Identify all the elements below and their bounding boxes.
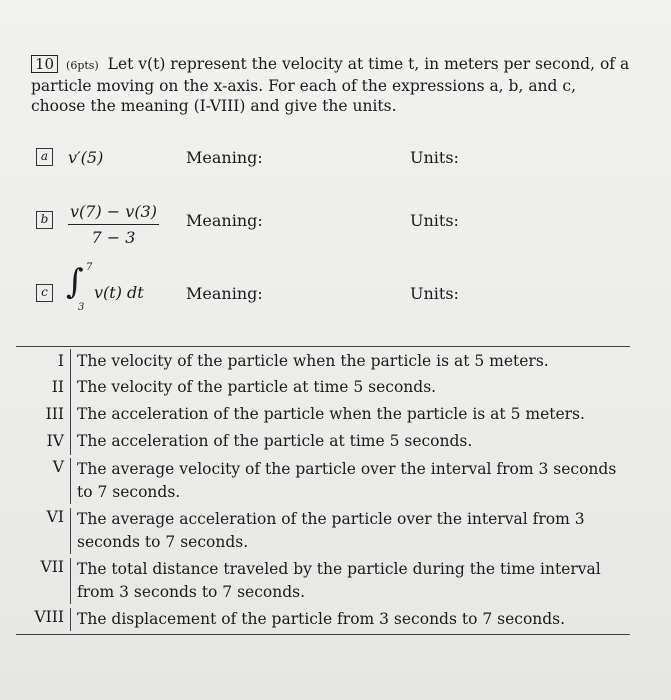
- table-row: [16, 504, 630, 554]
- fraction-numerator: v(7) − v(3): [68, 202, 159, 225]
- table-row: [16, 374, 630, 401]
- part-c-units-label: Units:: [410, 284, 459, 303]
- row-numeral: VIII: [16, 608, 71, 631]
- meanings-table: [16, 346, 630, 635]
- part-a-meaning-label: Meaning:: [186, 148, 263, 167]
- part-b-units-label: Units:: [410, 211, 459, 230]
- row-text: The velocity of the particle when the particle is at 5 meters.: [77, 352, 549, 370]
- part-b-expression: [68, 202, 159, 247]
- row-numeral: IV: [16, 428, 71, 455]
- integral-upper-bound: 7: [86, 262, 93, 273]
- table-row: [16, 428, 630, 455]
- part-c-meaning-label: Meaning:: [186, 284, 263, 303]
- row-numeral: VI: [16, 508, 71, 554]
- row-numeral: I: [16, 349, 71, 374]
- row-numeral: III: [16, 401, 71, 428]
- part-a-units-label: Units:: [410, 148, 459, 167]
- table-row: [16, 401, 630, 428]
- part-b-label: b: [36, 211, 53, 229]
- question-points: (6pts): [66, 59, 99, 72]
- row-text: The velocity of the particle at time 5 seconds.: [77, 378, 437, 396]
- row-text: The average acceleration of the particle over the interval from 3 seconds to 7 seconds.: [77, 510, 585, 551]
- part-a-label: a: [36, 148, 53, 166]
- row-text: The total distance traveled by the particle during the time interval from 3 seconds to 7 seconds.: [77, 560, 601, 601]
- question-text: Let v(t) represent the velocity at time t, in meters per second, of a particle moving on the x-axis. For each of the expressions a, b, and c, choose the meaning (I-VIII) and give the units.: [31, 55, 630, 115]
- row-text: The acceleration of the particle when the particle is at 5 meters.: [77, 405, 585, 423]
- table-row: [16, 455, 630, 504]
- row-text: The displacement of the particle from 3 seconds to 7 seconds.: [77, 610, 566, 628]
- table-row: [16, 554, 630, 604]
- table-row: [16, 347, 630, 374]
- part-a-expression: v′(5): [68, 148, 104, 167]
- question-number: 10: [31, 55, 58, 73]
- part-c-label: c: [36, 284, 53, 302]
- row-numeral: II: [16, 374, 71, 401]
- integral-lower-bound: 3: [78, 302, 85, 313]
- row-text: The acceleration of the particle at time 5 seconds.: [77, 432, 473, 450]
- part-b-meaning-label: Meaning:: [186, 211, 263, 230]
- row-numeral: VII: [16, 558, 71, 604]
- table-row: [16, 604, 630, 634]
- integral-sign: ∫: [66, 262, 84, 302]
- row-text: The average velocity of the particle over the interval from 3 seconds to 7 seconds.: [77, 460, 617, 501]
- row-numeral: V: [16, 458, 71, 504]
- difference-quotient: [68, 202, 159, 247]
- integrand: v(t) dt: [94, 283, 144, 302]
- question-header: [31, 54, 631, 116]
- fraction-denominator: 7 − 3: [91, 228, 136, 247]
